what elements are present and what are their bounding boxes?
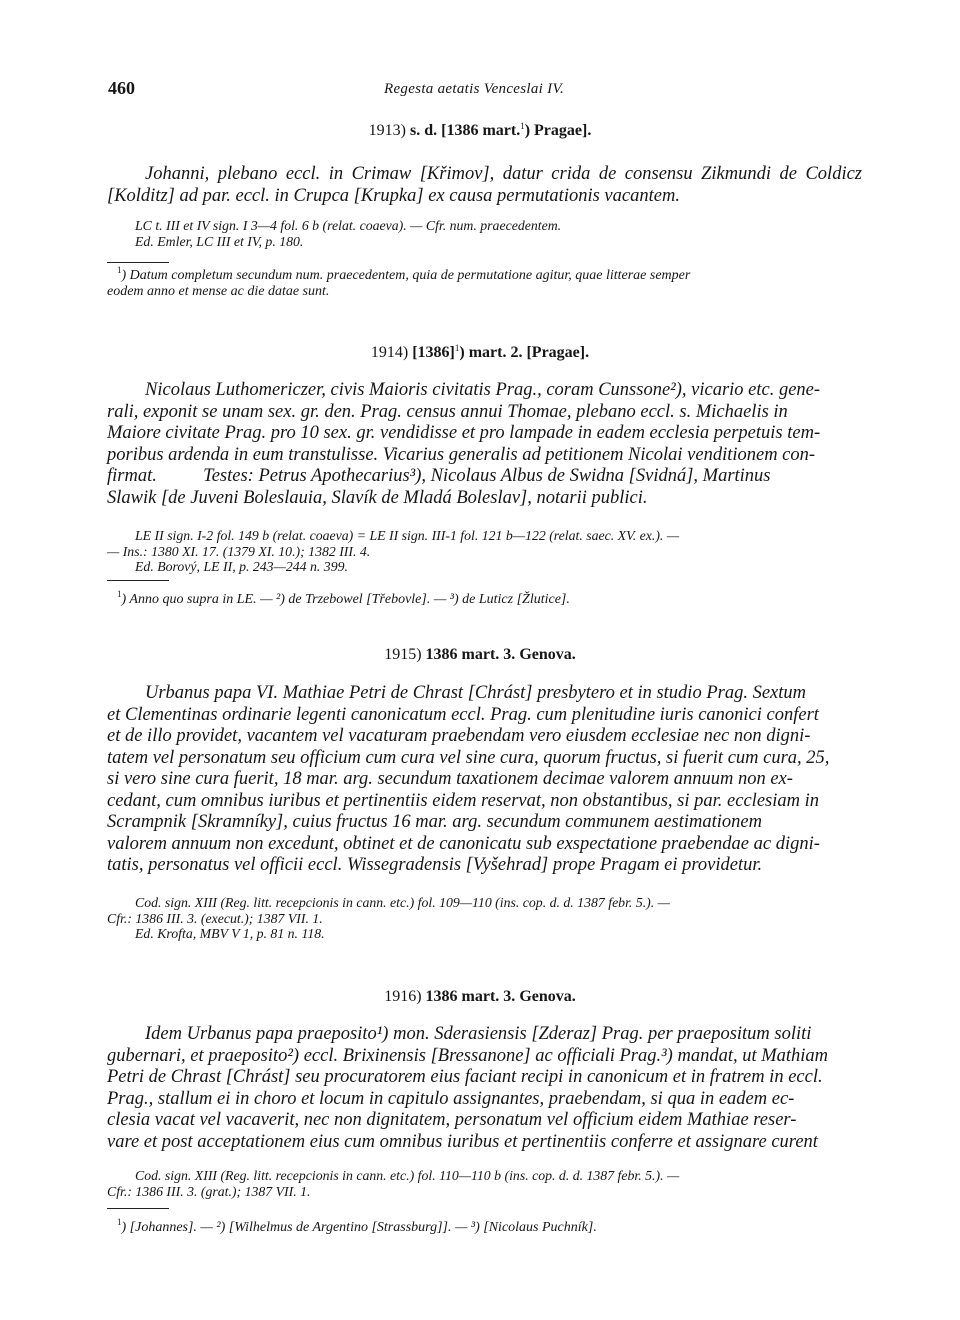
footnote-marker: 1 <box>454 343 460 353</box>
entry-heading <box>0 646 960 664</box>
footnotes <box>107 589 570 608</box>
entry-text <box>107 164 862 207</box>
text-line: rali, exponit se unam sex. gr. den. Prag. census annui Thomae, plebano eccl. s. Michaelis in <box>107 401 788 422</box>
text-line: Idem Urbanus papa praeposito¹) mon. Sderasiensis [Zderaz] Prag. per praepositum soliti <box>145 1024 812 1044</box>
text-line: clesia vacat vel vacaverit, nec non dignitatem, personatum vel officium eidem Mathiae reser- <box>107 1110 797 1130</box>
entry-date: s. d. [1386 mart. <box>409 122 521 139</box>
source-line: Cod. sign. XIII (Reg. litt. recepcionis in cann. etc.) fol. 109—110 (ins. cop. d. d. 1387 febr. 5.). — <box>135 895 670 910</box>
source-line: — Ins.: 1380 XI. 17. (1379 XI. 10.); 1382 III. 4. <box>107 543 371 559</box>
source-line: LC t. III et IV sign. I 3—4 fol. 6 b (relat. coaeva). — Cfr. num. praecedentem. <box>135 218 562 233</box>
text-line: tatis, personatus vel officii eccl. Wissegradensis [Vyšehrad] prope Pragam ei providetur. <box>107 855 763 875</box>
entry-heading <box>0 988 960 1006</box>
text-line: vare et post acceptationem eius cum omnibus iuribus et pertinentiis conferre et assignare curent <box>107 1131 818 1152</box>
entry-place: Genova. <box>519 646 576 663</box>
text-line: et Clementinas ordinarie legenti canonicatum eccl. Prag. cum plenitudine iuris canonici confert <box>107 704 819 725</box>
source-line: Ed. Borový, LE II, p. 243—244 n. 399. <box>135 559 348 574</box>
entry-heading <box>0 344 960 362</box>
footnotes <box>107 1217 597 1236</box>
text-line: firmat. Testes: Petrus Apothecarius³), Nicolaus Albus de Swidna [Svidná], Martinus <box>107 466 771 486</box>
text-line: Scrampnik [Skramníky], cuius fructus 16 mar. arg. secundum communem aestimationem <box>107 812 762 832</box>
source-line: Ed. Krofta, MBV V 1, p. 81 n. 118. <box>135 926 325 941</box>
source-line: Cod. sign. XIII (Reg. litt. recepcionis in cann. etc.) fol. 110—110 b (ins. cop. d. d. 1387 febr. 5.). — <box>135 1168 680 1183</box>
entry-number: 1916) <box>384 988 422 1005</box>
source-references <box>107 528 679 575</box>
entry-place: ) mart. 2. [Pragae]. <box>459 344 590 361</box>
entry-date: 1386 mart. 3. <box>425 988 516 1005</box>
text-line: Urbanus papa VI. Mathiae Petri de Chrast [Chrást] presbytero et in studio Prag. Sextum <box>145 683 806 703</box>
footnotes <box>107 265 691 299</box>
text-line: [Kolditz] ad par. eccl. in Crupca [Krupka] ex causa permutationis vacantem. <box>107 185 680 206</box>
text-line: valorem annuum non excedunt, obtinet et de canonicatu sub exspectatione praebendae ac digni- <box>107 833 820 854</box>
text-line: Slawik [de Juveni Boleslauia, Slavík de Mladá Boleslav], notarii publici. <box>107 487 648 508</box>
text-line: poribus ardenda in eum transtulisse. Vicarius generalis ad petitionem Nicolai venditionem con- <box>107 444 816 465</box>
text-line: cedant, cum omnibus iuribus et pertinentiis eidem reservat, non obstantibus, si par. ecclesiam in <box>107 790 819 811</box>
entry-date: [1386] <box>412 344 455 361</box>
footnote-rule <box>107 262 169 263</box>
text-line: Johanni, plebano eccl. in Crimaw [Křimov], datur crida de consensu Zikmundi de Coldicz <box>145 164 862 184</box>
source-references <box>107 218 561 249</box>
text-line: Prag., stallum ei in choro et locum in capitulo assignantes, praebendam, si qua in eadem ec- <box>107 1088 795 1109</box>
footnote-line: eodem anno et mense ac die datae sunt. <box>107 283 330 299</box>
text-line: Petri de Chrast [Chrást] seu procuratorem eius faciant recipi in canonicum et in fratrem in eccl. <box>107 1067 823 1087</box>
source-line: LE II sign. I-2 fol. 149 b (relat. coaeva) = LE II sign. III-1 fol. 121 b—122 (relat. saec. XV. ex.). — <box>135 528 680 543</box>
text-line: Nicolaus Luthomericzer, civis Maioris civitatis Prag., coram Cunssone²), vicario etc. gene- <box>145 380 821 400</box>
footnote-marker: 1 <box>520 121 525 131</box>
source-line: Ed. Emler, LC III et IV, p. 180. <box>135 233 304 249</box>
text-line: tatem vel personatum seu officium cum cura vel sine cura, quorum fructus, si fuerit cum cura, 25, <box>107 747 830 768</box>
text-line: Maiore civitate Prag. pro 10 sex. gr. vendidisse et pro lampade in eadem ecclesia perpetuis tem- <box>107 423 821 443</box>
entry-place: ) Pragae]. <box>524 122 592 139</box>
entry-text <box>107 380 820 509</box>
footnote-line: $^1$) Anno quo supra in LE. — ²) de Trzebowel [Třebovle]. — ³) de Luticz [Žlutice]. <box>117 589 570 607</box>
entry-text <box>107 683 829 877</box>
source-line: Cfr.: 1386 III. 3. (execut.); 1387 VII. 1. <box>107 910 323 926</box>
text-line: et de illo providet, vacantem vel vacaturam praebendam vero eiusdem ecclesiae nec non digni- <box>107 726 811 746</box>
entry-date: 1386 mart. 3. <box>425 646 516 663</box>
entry-place: Genova. <box>519 988 576 1005</box>
footnote-rule <box>107 1208 169 1209</box>
text-line: gubernari, et praeposito²) eccl. Brixinensis [Bressanone] ac officiali Prag.³) mandat, ut Mathiam <box>107 1045 829 1066</box>
page-number: 460 <box>108 78 135 98</box>
entry-number: 1914) <box>370 344 409 361</box>
text-line: si vero sine cura fuerit, 18 mar. arg. secundum taxationem decimae valorem annuum non ex- <box>107 769 793 789</box>
footnote-line: $^1$) Datum completum secundum num. praecedentem, quia de permutatione agitur, quae litterae semper <box>117 265 691 283</box>
entry-number: 1915) <box>384 646 422 663</box>
source-references <box>107 895 670 942</box>
source-line: Cfr.: 1386 III. 3. (grat.); 1387 VII. 1. <box>107 1183 311 1199</box>
footnote-line: $^1$) [Johannes]. — ²) [Wilhelmus de Argentino [Strassburg]]. — ³) [Nicolaus Puchník]. <box>117 1217 597 1235</box>
footnote-rule <box>107 580 169 581</box>
running-title: Regesta aetatis Venceslai IV. <box>384 81 565 97</box>
entry-text <box>107 1024 828 1153</box>
source-references <box>107 1168 679 1199</box>
entry-heading <box>0 122 960 140</box>
entry-number: 1913) <box>368 122 406 139</box>
